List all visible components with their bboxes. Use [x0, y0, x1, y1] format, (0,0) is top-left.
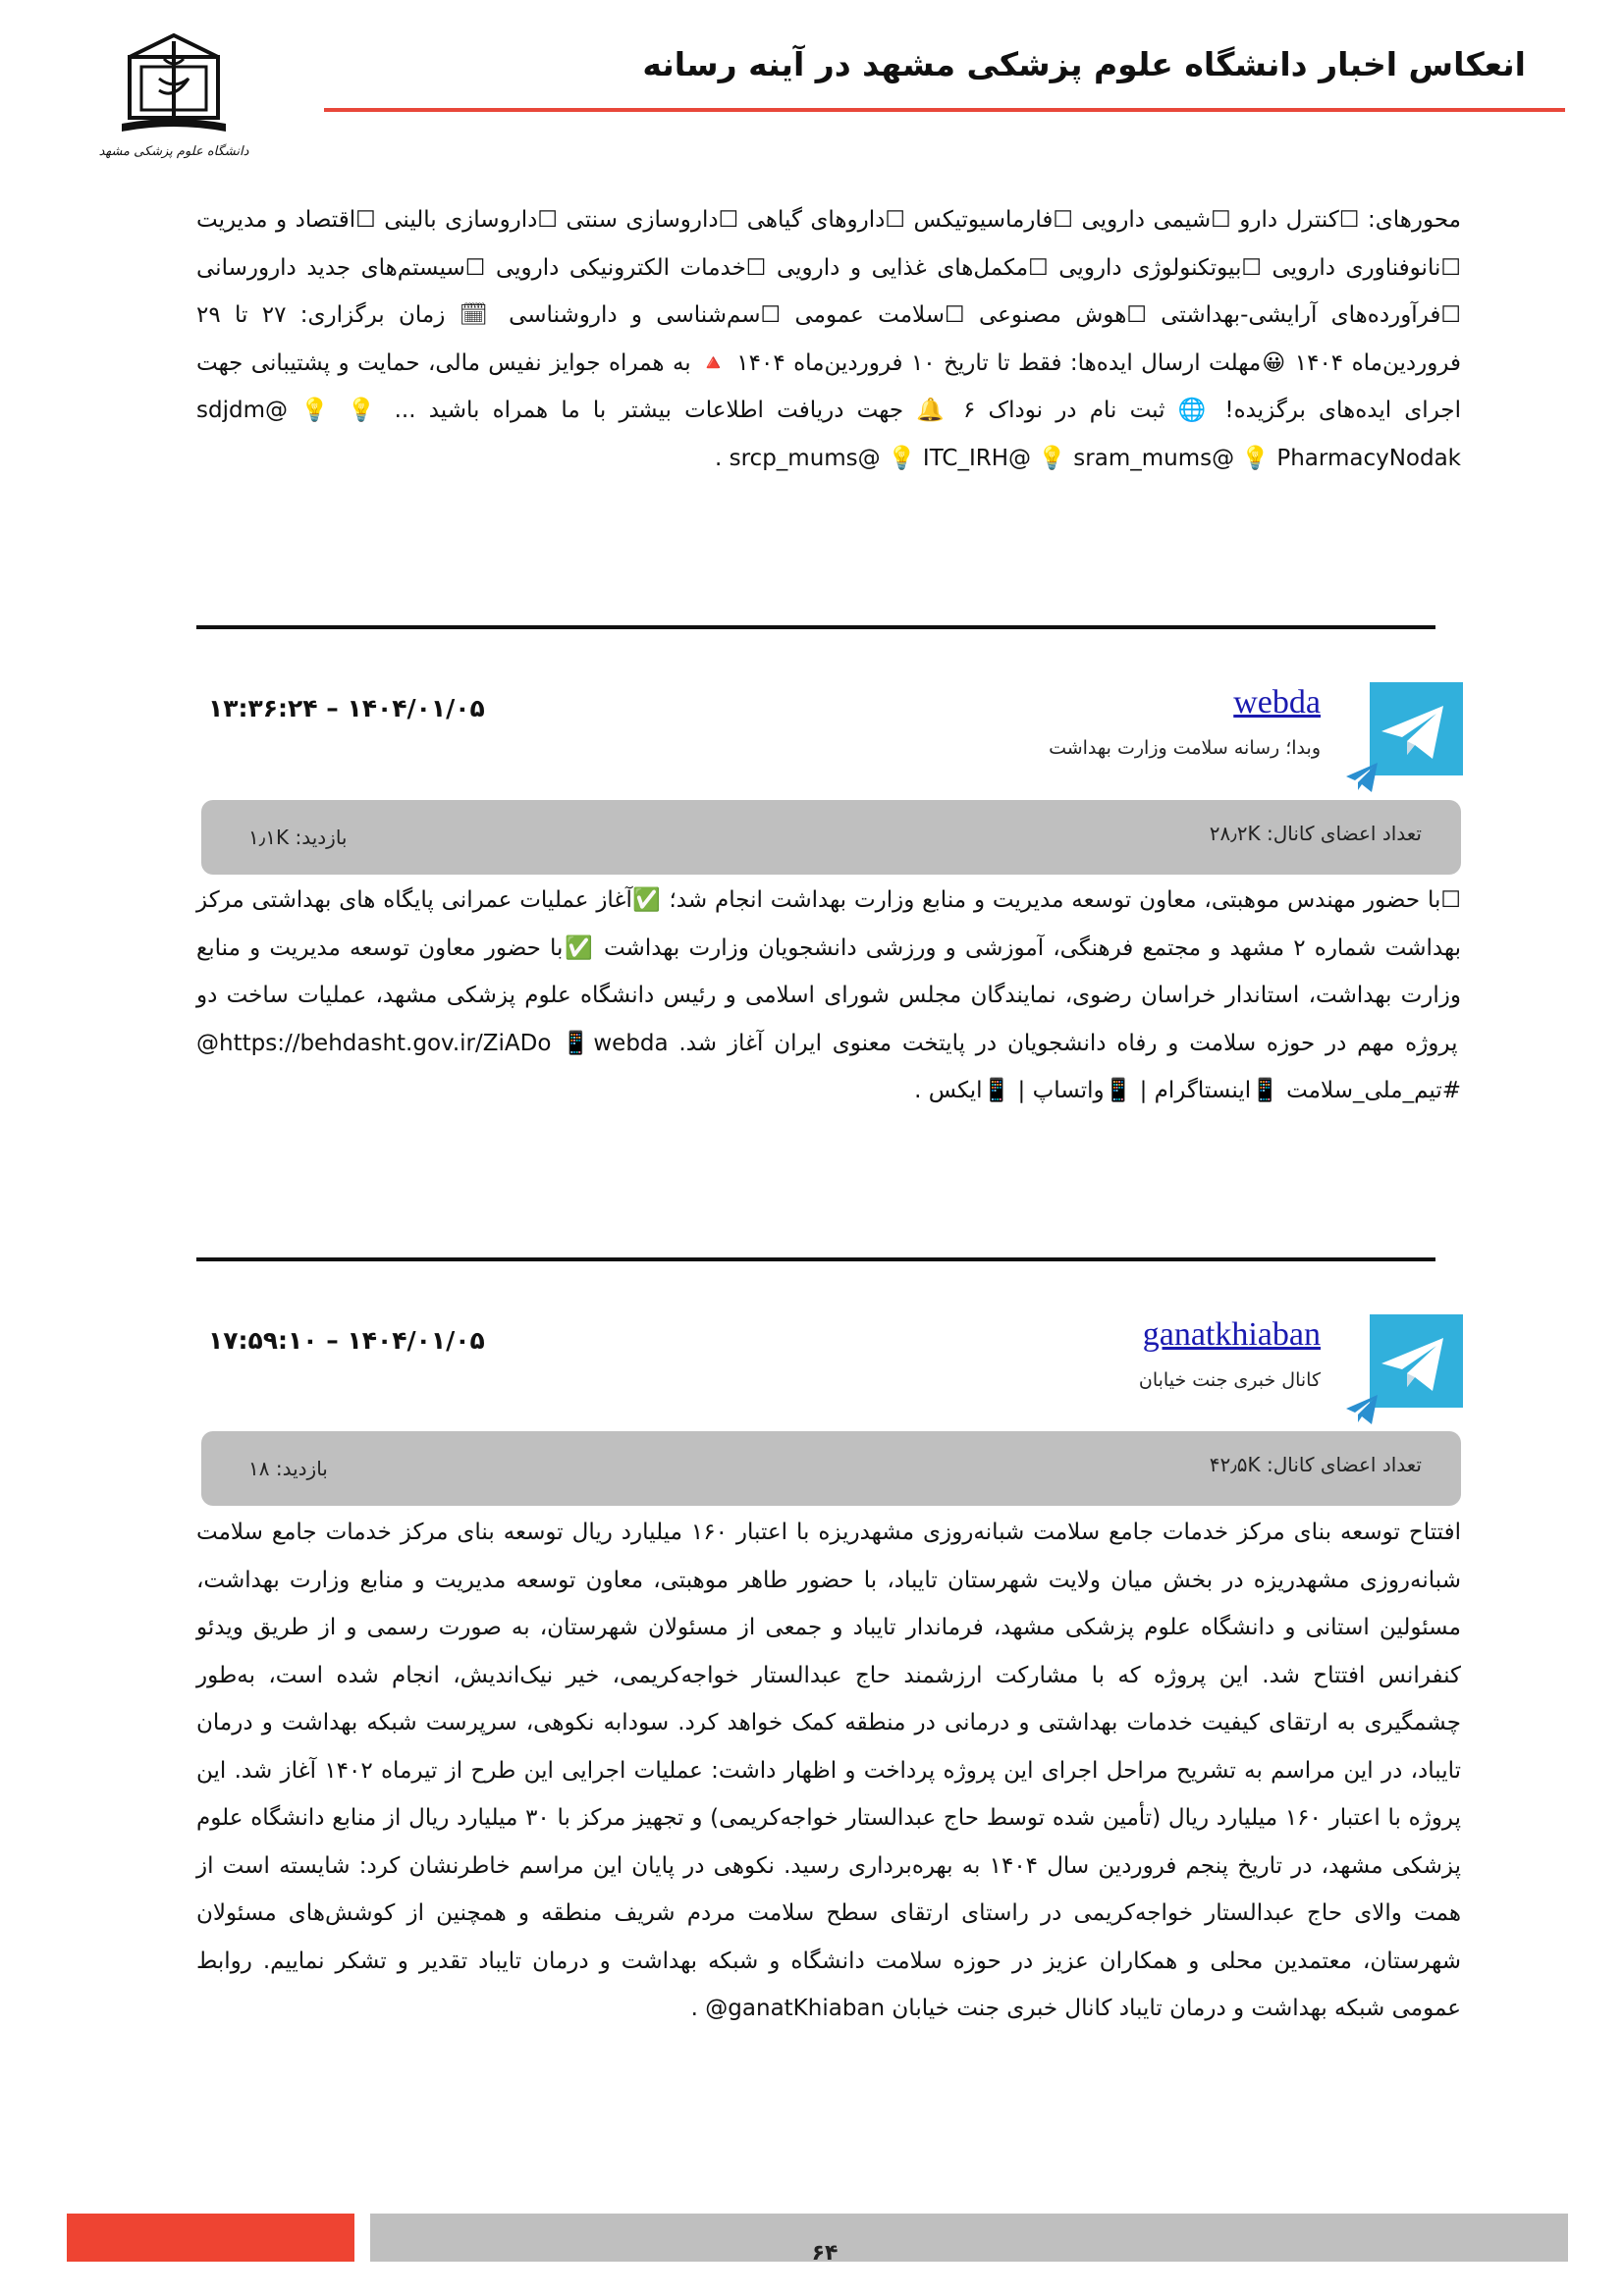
post-datetime: ۱۷:۵۹:۱۰ – ۱۴۰۴/۰۱/۰۵	[208, 1326, 485, 1355]
page-header-title: انعکاس اخبار دانشگاه علوم پزشکی مشهد در آینه رسانه	[642, 45, 1526, 83]
telegram-icon	[1370, 1314, 1463, 1408]
views-count: بازدید: ۱۸	[248, 1457, 328, 1480]
footer-accent-bar	[67, 2214, 354, 2262]
views-count: بازدید: ۱٫۱K	[248, 826, 348, 849]
stats-bar	[201, 1431, 1461, 1506]
channel-description: کانال خبری جنت خیابان	[1138, 1369, 1321, 1391]
telegram-small-icon	[1344, 1391, 1380, 1426]
channel-name-link[interactable]: ganatkhiaban	[1142, 1316, 1321, 1353]
post-text: محورهای: ☐کنترل دارو ☐شیمی دارویی ☐فارماسیوتیکس ☐داروهای گیاهی ☐داروسازی سنتی ☐داروسازی بالینی ☐اقتصاد و مدیریت ☐نانوفناوری دارویی ☐بیوتکنولوژی دارویی ☐مکمل‌های غذایی و دارویی ☐خدمات الکترونیکی دارویی ☐سیستم‌های جدید دارورسانی ☐فرآورده‌های آرایشی-بهداشتی ☐هوش مصنوعی ☐سلامت عمومی ☐سم‌شناسی و داروشناسی 🗓 زمان برگزاری: ۲۷ تا ۲۹ فروردین‌ماه ۱۴۰۴ 😀مهلت ارسال ایده‌ها: فقط تا تاریخ ۱۰ فروردین‌ماه ۱۴۰۴ 🔺 به همراه جوایز نفیس مالی، حمایت و پشتیبانی جهت اجرای ایده‌های برگزیده! 🌐 ثبت نام در نوداک ۶ 🔔 جهت دریافت اطلاعات بیشتر با ما همراه باشید ... 💡 sdjdm@ 💡 srcp_mums@ 💡 ITC_IRH@ 💡 sram_mums@ 💡 PharmacyNodak .	[196, 207, 1461, 471]
logo-caption: دانشگاه علوم پزشکی مشهد	[98, 144, 249, 159]
telegram-small-icon	[1344, 759, 1380, 794]
stats-bar	[201, 800, 1461, 875]
channel-header	[196, 1314, 1463, 1432]
post-text: افتتاح توسعه بنای مرکز خدمات جامع سلامت شبانه‌روزی مشهدریزه با اعتبار ۱۶۰ میلیارد ریال توسعه بنای مرکز خدمات جامع سلامت شبانه‌روزی مشهدریزه در بخش میان ولایت شهرستان تایباد، با حضور طاهر موهبتی، معاون توسعه مدیریت و منابع وزارت بهداشت، مسئولین استانی و دانشگاه علوم پزشکی مشهد، فرماندار تایباد و جمعی از مسئولان شهرستان، به صورت رسمی و از طریق ویدئو کنفرانس افتتاح شد. این پروژه که با مشارکت ارزشمند حاج عبدالستار خواجه‌کریمی، خیر نیک‌اندیش، انجام شده است، به‌طور چشمگیری به ارتقای کیفیت خدمات بهداشتی و درمانی در منطقه کمک خواهد کرد. سودابه نکوهی، سرپرست شبکه بهداشت و درمان تایباد، در این مراسم به تشریح مراحل اجرای این پروژه پرداخت و اظهار داشت: عملیات اجرایی این طرح از تیرماه ۱۴۰۲ آغاز شد. این پروژه با اعتبار ۱۶۰ میلیارد ریال (تأمین شده توسط حاج عبدالستار خواجه‌کریمی) و تجهیز مرکز با ۳۰ میلیارد ریال از منابع دانشگاه علوم پزشکی مشهد، در تاریخ پنجم فروردین سال ۱۴۰۴ به بهره‌برداری رسید. نکوهی در پایان این مراسم خاطرنشان کرد: شایسته است از همت والای حاج عبدالستار خواجه‌کریمی در راستای ارتقای سطح سلامت مردم شریف منطقه و همچنین از کوشش‌های مسئولان شهرستان، معتمدین محلی و همکاران عزیز در حوزه سلامت دانشگاه و شبکه بهداشت و درمان تایباد تقدیر و تشکر نماییم. روابط عمومی شبکه بهداشت و درمان تایباد کانال خبری جنت خیابان ganatKhiaban@ .	[196, 1520, 1462, 2021]
header-divider	[324, 108, 1565, 112]
telegram-icon	[1370, 682, 1463, 775]
post-text: ☐با حضور مهندس موهبتی، معاون توسعه مدیریت و منابع وزارت بهداشت انجام شد؛ ✅آغاز عملیات عمرانی پایگاه های بهداشتی مرکز بهداشت شماره ۲ مشهد و مجتمع فرهنگی، آموزشی و ورزشی دانشجویان وزارت بهداشت ✅با حضور معاون توسعه مدیریت و منابع وزارت بهداشت، استاندار خراسان رضوی، نمایندگان مجلس شورای اسلامی و رئیس دانشگاه علوم پزشکی مشهد، عملیات ساخت دو پروژه مهم در حوزه سلامت و رفاه دانشجویان در پایتخت معنوی ایران آغاز شد. https://behdasht.gov.ir/ZiADo 📱webda@ #تیم_ملی_سلامت 📱اینستاگرام | 📱واتساپ | 📱ایکس .	[196, 887, 1461, 1103]
members-count: تعداد اعضای کانال: ۴۲٫۵K	[1209, 1453, 1422, 1476]
post-datetime: ۱۳:۳۶:۲۴ – ۱۴۰۴/۰۱/۰۵	[208, 694, 485, 722]
page-number: ۶۴	[811, 2241, 839, 2266]
channel-name-link[interactable]: webda	[1233, 684, 1321, 721]
university-logo-icon	[98, 29, 249, 167]
channel-header	[196, 682, 1463, 800]
post-separator	[196, 625, 1435, 629]
post-separator	[196, 1257, 1435, 1261]
channel-description: وبدا؛ رسانه سلامت وزارت بهداشت	[1049, 737, 1321, 759]
members-count: تعداد اعضای کانال: ۲۸٫۲K	[1209, 822, 1422, 845]
footer-bar	[370, 2214, 1568, 2262]
